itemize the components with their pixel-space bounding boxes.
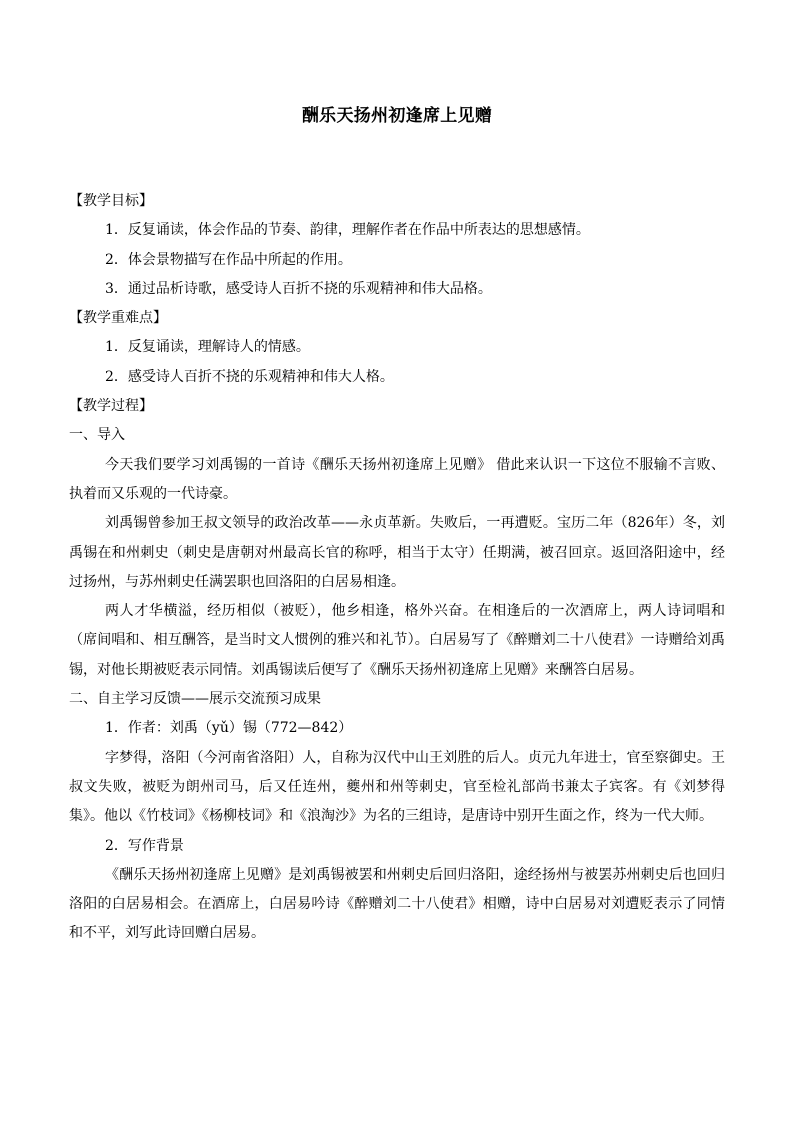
goal-item: 2．体会景物描写在作品中所起的作用。: [105, 251, 352, 268]
intro-paragraph: 刘禹锡曾参加王叔文领导的政治改革——永贞革新。失败后，一再遭贬。宝历二年（826年）冬，刘禹锡在和州刺史（刺史是唐朝对州最高长官的称呼，相当于太守）任期满，被召回京。返回洛阳途中，经过扬州，与苏州刺史任满罢职也回洛阳的白居易相逢。: [69, 515, 725, 590]
goal-item: 1．反复诵读，体会作品的节奏、韵律，理解作者在作品中所表达的思想感情。: [105, 222, 590, 239]
document-title: 酬乐天扬州初逢席上见赠: [301, 106, 493, 126]
section-intro-heading: 一、导入: [69, 427, 125, 444]
intro-paragraph: 今天我们要学习刘禹锡的一首诗《酬乐天扬州初逢席上见赠》 借此来认识一下这位不服输不言败、执着而又乐观的一代诗豪。: [69, 456, 725, 502]
key-point-item: 2．感受诗人百折不挠的乐观精神和伟大人格。: [105, 368, 394, 385]
key-point-item: 1．反复诵读，理解诗人的情感。: [105, 339, 310, 356]
goal-item: 3．通过品析诗歌，感受诗人百折不挠的乐观精神和伟大品格。: [105, 280, 492, 297]
author-paragraph: 字梦得，洛阳（今河南省洛阳）人，自称为汉代中山王刘胜的后人。贞元九年进士，官至察御史。王叔文失败，被贬为朗州司马，后又任连州，夔州和州等刺史，官至检礼部尚书兼太子宾客。有《刘梦得集》。他以《竹枝词》《杨柳枝词》和《浪淘沙》为名的三组诗，是唐诗中别开生面之作，终为一代大师。: [69, 749, 725, 825]
intro-paragraph: 两人才华横溢，经历相似（被贬），他乡相逢，格外兴奋。在相逢后的一次酒席上，两人诗词唱和（席间唱和、相互酬答，是当时文人惯例的雅兴和礼节）。白居易写了《醉赠刘二十八使君》一诗赠给刘禹锡，对他长期被贬表示同情。刘禹锡读后便写了《酬乐天扬州初逢席上见赠》来酬答白居易。: [69, 603, 725, 678]
key-points-heading: 【教学重难点】: [69, 310, 167, 327]
background-label: 2．写作背景: [105, 837, 184, 854]
document-body: [69, 187, 725, 949]
section-self-study-heading: 二、自主学习反馈——展示交流预习成果: [69, 691, 321, 708]
background-paragraph: 《酬乐天扬州初逢席上见赠》是刘禹锡被罢和州刺史后回归洛阳，途经扬州与被罢苏州刺史后也回归洛阳的白居易相会。在酒席上，白居易吟诗《醉赠刘二十八使君》相赠，诗中白居易对刘遭贬表示了同情和不平，刘写此诗回赠白居易。: [69, 866, 725, 942]
teaching-goals-heading: 【教学目标】: [69, 193, 153, 209]
author-label: 1．作者：刘禹（yǔ）锡（772—842）: [105, 720, 353, 737]
teaching-process-heading: 【教学过程】: [69, 398, 153, 415]
